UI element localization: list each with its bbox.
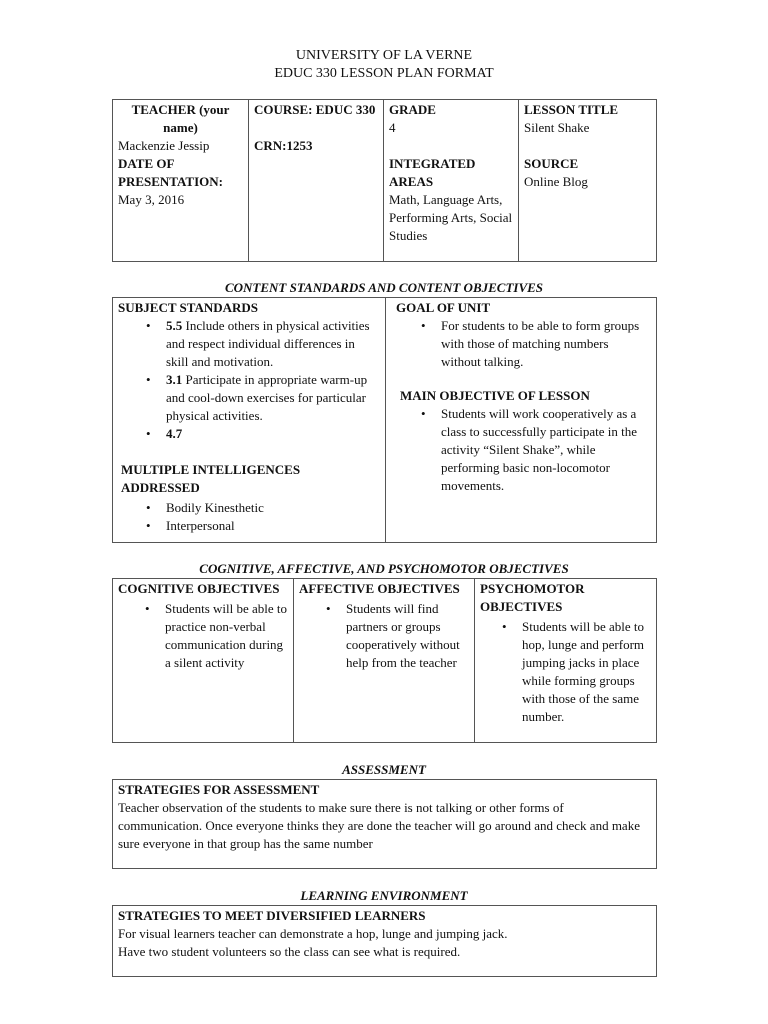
content-standards-table	[112, 297, 657, 543]
list-item: • Students will work cooperatively as a class to successfully participate in the activity “Silent Shake”, while performing basic non-locomotor movements.	[441, 405, 651, 495]
main-objective-label: MAIN OBJECTIVE OF LESSON	[400, 388, 590, 403]
lesson-title-label: LESSON TITLE	[524, 102, 619, 117]
environment-box	[112, 905, 657, 977]
source-label: SOURCE	[524, 156, 579, 171]
assessment-text: Teacher observation of the students to make sure there is not talking or other forms of communication. Once everyone thinks they are done the teacher will go around and check and make sure everyone in that group has the same number	[118, 800, 640, 851]
standards-list	[118, 317, 380, 443]
psychomotor-cell	[475, 579, 657, 743]
subject-standards-cell	[113, 298, 386, 543]
standard-code: 5.5	[166, 318, 183, 333]
grade-cell	[384, 100, 519, 262]
date-value: May 3, 2016	[118, 192, 185, 207]
intelligences-list	[118, 499, 380, 535]
source-value: Online Blog	[524, 174, 588, 189]
integrated-value: Math, Language Arts, Performing Arts, Social Studies	[389, 192, 513, 243]
affective-cell	[294, 579, 475, 743]
course-cell	[249, 100, 384, 262]
environment-line-2: Have two student volunteers so the class can see what is required.	[118, 944, 461, 959]
course-label: COURSE: EDUC 330	[254, 102, 376, 117]
standard-text: Include others in physical activities and respect individual differences in skill and motivation.	[166, 318, 370, 369]
crn-label: CRN:1253	[254, 138, 313, 153]
cognitive-label: COGNITIVE OBJECTIVES	[118, 581, 280, 596]
format-title: EDUC 330 LESSON PLAN FORMAT	[274, 66, 494, 81]
date-label: DATE OF PRESENTATION:	[118, 156, 223, 189]
lesson-info-table	[112, 99, 657, 262]
list-item: • Interpersonal	[166, 517, 380, 535]
list-item: • Students will be able to practice non-verbal communication during a silent activity	[165, 600, 288, 672]
goal-list	[396, 317, 651, 371]
subject-standards-label: SUBJECT STANDARDS	[118, 300, 259, 315]
list-item: • For students to be able to form groups with those of matching numbers without talking.	[441, 317, 651, 371]
environment-line-1: For visual learners teacher can demonstrate a hop, lunge and jumping jack.	[118, 926, 508, 941]
teacher-name: Mackenzie Jessip	[118, 138, 210, 153]
list-item	[166, 371, 380, 425]
standard-text: Participate in appropriate warm-up and cool-down exercises for particular physical activities.	[166, 372, 368, 423]
title-cell	[519, 100, 657, 262]
goal-label: GOAL OF UNIT	[396, 300, 491, 315]
list-item	[166, 317, 380, 371]
integrated-label: INTEGRATED AREAS	[389, 156, 476, 189]
affective-label: AFFECTIVE OBJECTIVES	[299, 581, 460, 596]
cap-objectives-table	[112, 578, 657, 743]
list-item: • Bodily Kinesthetic	[166, 499, 380, 517]
cognitive-list	[118, 600, 288, 672]
cognitive-cell	[113, 579, 294, 743]
list-item: • Students will find partners or groups cooperatively without help from the teacher	[346, 600, 469, 672]
standard-code: 3.1	[166, 372, 183, 387]
list-item: • Students will be able to hop, lunge and perform jumping jacks in place while forming groups with those of the same number.	[522, 618, 651, 726]
environment-label: STRATEGIES TO MEET DIVERSIFIED LEARNERS	[118, 908, 426, 923]
multiple-intelligences-label: MULTIPLE INTELLIGENCES ADDRESSED	[121, 462, 301, 495]
list-item	[166, 425, 380, 443]
psychomotor-label: PSYCHOMOTOR OBJECTIVES	[480, 581, 585, 614]
affective-list	[299, 600, 469, 672]
standard-code: 4.7	[166, 426, 183, 441]
teacher-label: TEACHER (your name)	[131, 102, 230, 135]
goal-cell	[386, 298, 657, 543]
cap-section-title: COGNITIVE, AFFECTIVE, AND PSYCHOMOTOR OBJECTIVES	[199, 561, 569, 576]
content-section-title: CONTENT STANDARDS AND CONTENT OBJECTIVES	[224, 280, 544, 295]
university-title: UNIVERSITY OF LA VERNE	[295, 48, 473, 63]
lesson-title-value: Silent Shake	[524, 120, 590, 135]
assessment-label: STRATEGIES FOR ASSESSMENT	[118, 782, 320, 797]
main-objective-list	[396, 405, 651, 495]
grade-value: 4	[389, 120, 396, 135]
psychomotor-list	[480, 618, 651, 726]
environment-section-title: LEARNING ENVIRONMENT	[300, 888, 468, 903]
grade-label: GRADE	[389, 102, 436, 117]
assessment-box	[112, 779, 657, 869]
teacher-cell	[113, 100, 249, 262]
assessment-section-title: ASSESSMENT	[342, 762, 426, 777]
